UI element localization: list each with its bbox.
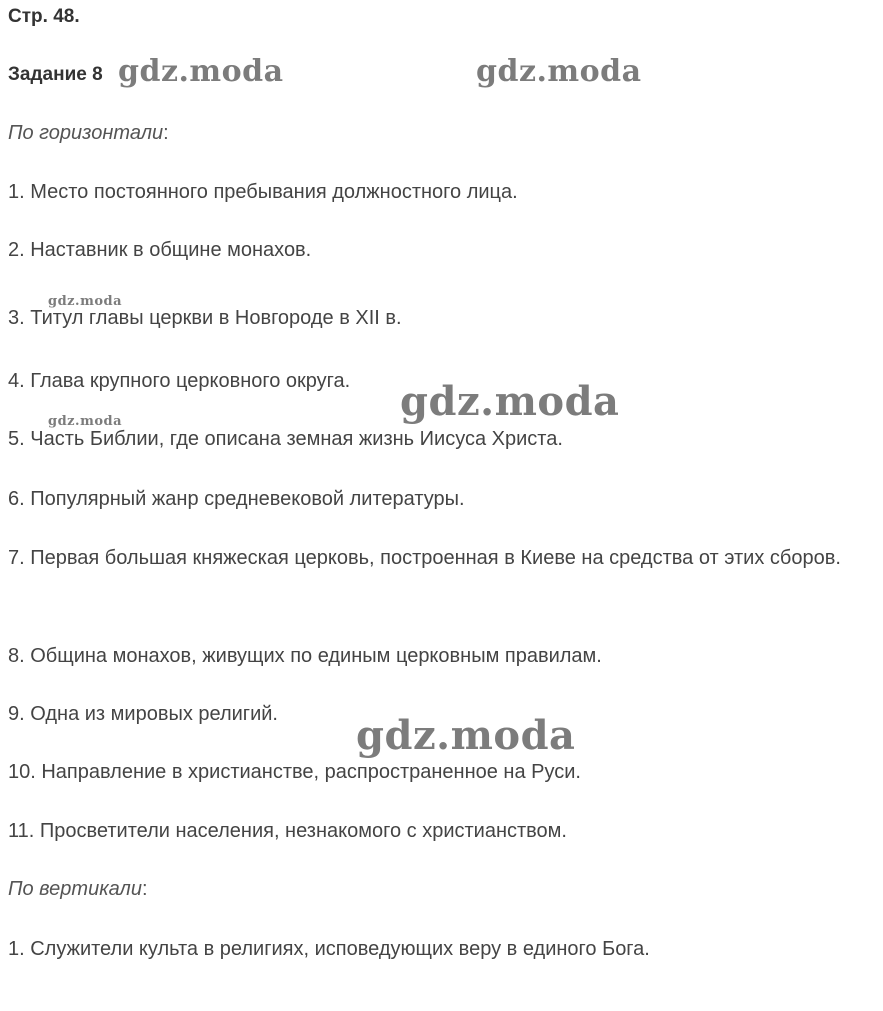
horizontal-item-8: 8. Община монахов, живущих по единым церковным правилам. xyxy=(8,645,602,667)
horizontal-item-7: 7. Первая большая княжеская церковь, построенная в Киеве на средства от этих сборов. xyxy=(8,547,841,569)
watermark: gdz.moda xyxy=(48,414,123,429)
horizontal-item-4: 4. Глава крупного церковного округа. xyxy=(8,370,351,392)
vertical-item-1: 1. Служители культа в религиях, исповедующих веру в единого Бога. xyxy=(8,938,650,960)
vertical-section-label: По вертикали: xyxy=(8,878,148,900)
page-number-heading: Стр. 48. xyxy=(8,6,80,27)
task-heading: Задание 8 xyxy=(8,64,103,85)
horizontal-item-9: 9. Одна из мировых религий. xyxy=(8,703,278,725)
watermark: gdz.moda xyxy=(356,712,576,759)
watermark: gdz.moda xyxy=(400,378,620,425)
horizontal-item-10: 10. Направление в христианстве, распространенное на Руси. xyxy=(8,761,581,783)
horizontal-section-label: По горизонтали: xyxy=(8,122,169,144)
horizontal-item-11: 11. Просветители населения, незнакомого с христианством. xyxy=(8,820,567,842)
horizontal-item-5: 5. Часть Библии, где описана земная жизнь Иисуса Христа. xyxy=(8,428,563,450)
horizontal-item-1: 1. Место постоянного пребывания должностного лица. xyxy=(8,181,518,203)
watermark: gdz.moda xyxy=(118,54,284,89)
watermark: gdz.moda xyxy=(48,294,123,309)
horizontal-item-2: 2. Наставник в общине монахов. xyxy=(8,239,312,261)
horizontal-item-6: 6. Популярный жанр средневековой литературы. xyxy=(8,488,465,510)
watermark: gdz.moda xyxy=(476,54,642,89)
horizontal-item-3: 3. Титул главы церкви в Новгороде в XII в. xyxy=(8,307,402,329)
